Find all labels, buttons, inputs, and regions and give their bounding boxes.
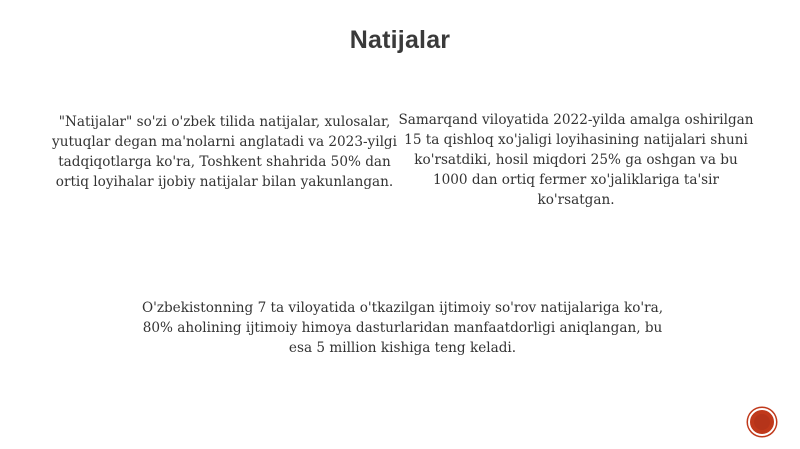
paragraph-left: "Natijalar" so'zi o'zbek tilida natijalar, xulosalar, yutuqlar degan ma'nolarni anglatadi va 2023-yilgi tadqiqotlarga ko'ra, Toshkent shahrida 50% dan ortiq loyihalar ijobiy natijalar bilan yakunlangan. [52, 114, 397, 190]
circle-nav-icon [754, 414, 770, 430]
slide-title: Natijalar [349, 26, 451, 54]
paragraph-bottom: O'zbekistonning 7 ta viloyatida o'tkazilgan ijtimoiy so'rov natijalariga ko'ra, 80% aholining ijtimoiy himoya dasturlaridan manfaatdorligi aniqlangan, bu esa 5 million kishiga teng keladi. [141, 300, 664, 356]
slide-nav-button[interactable] [748, 408, 776, 436]
paragraph-right: Samarqand viloyatida 2022-yilda amalga oshirilgan 15 ta qishloq xo'jaligi loyihasining natijalari shuni ko'rsatdiki, hosil miqdori 25% ga oshgan va bu 1000 dan ortiq fermer xo'jaliklariga ta'sir ko'rsatgan. [398, 112, 754, 208]
